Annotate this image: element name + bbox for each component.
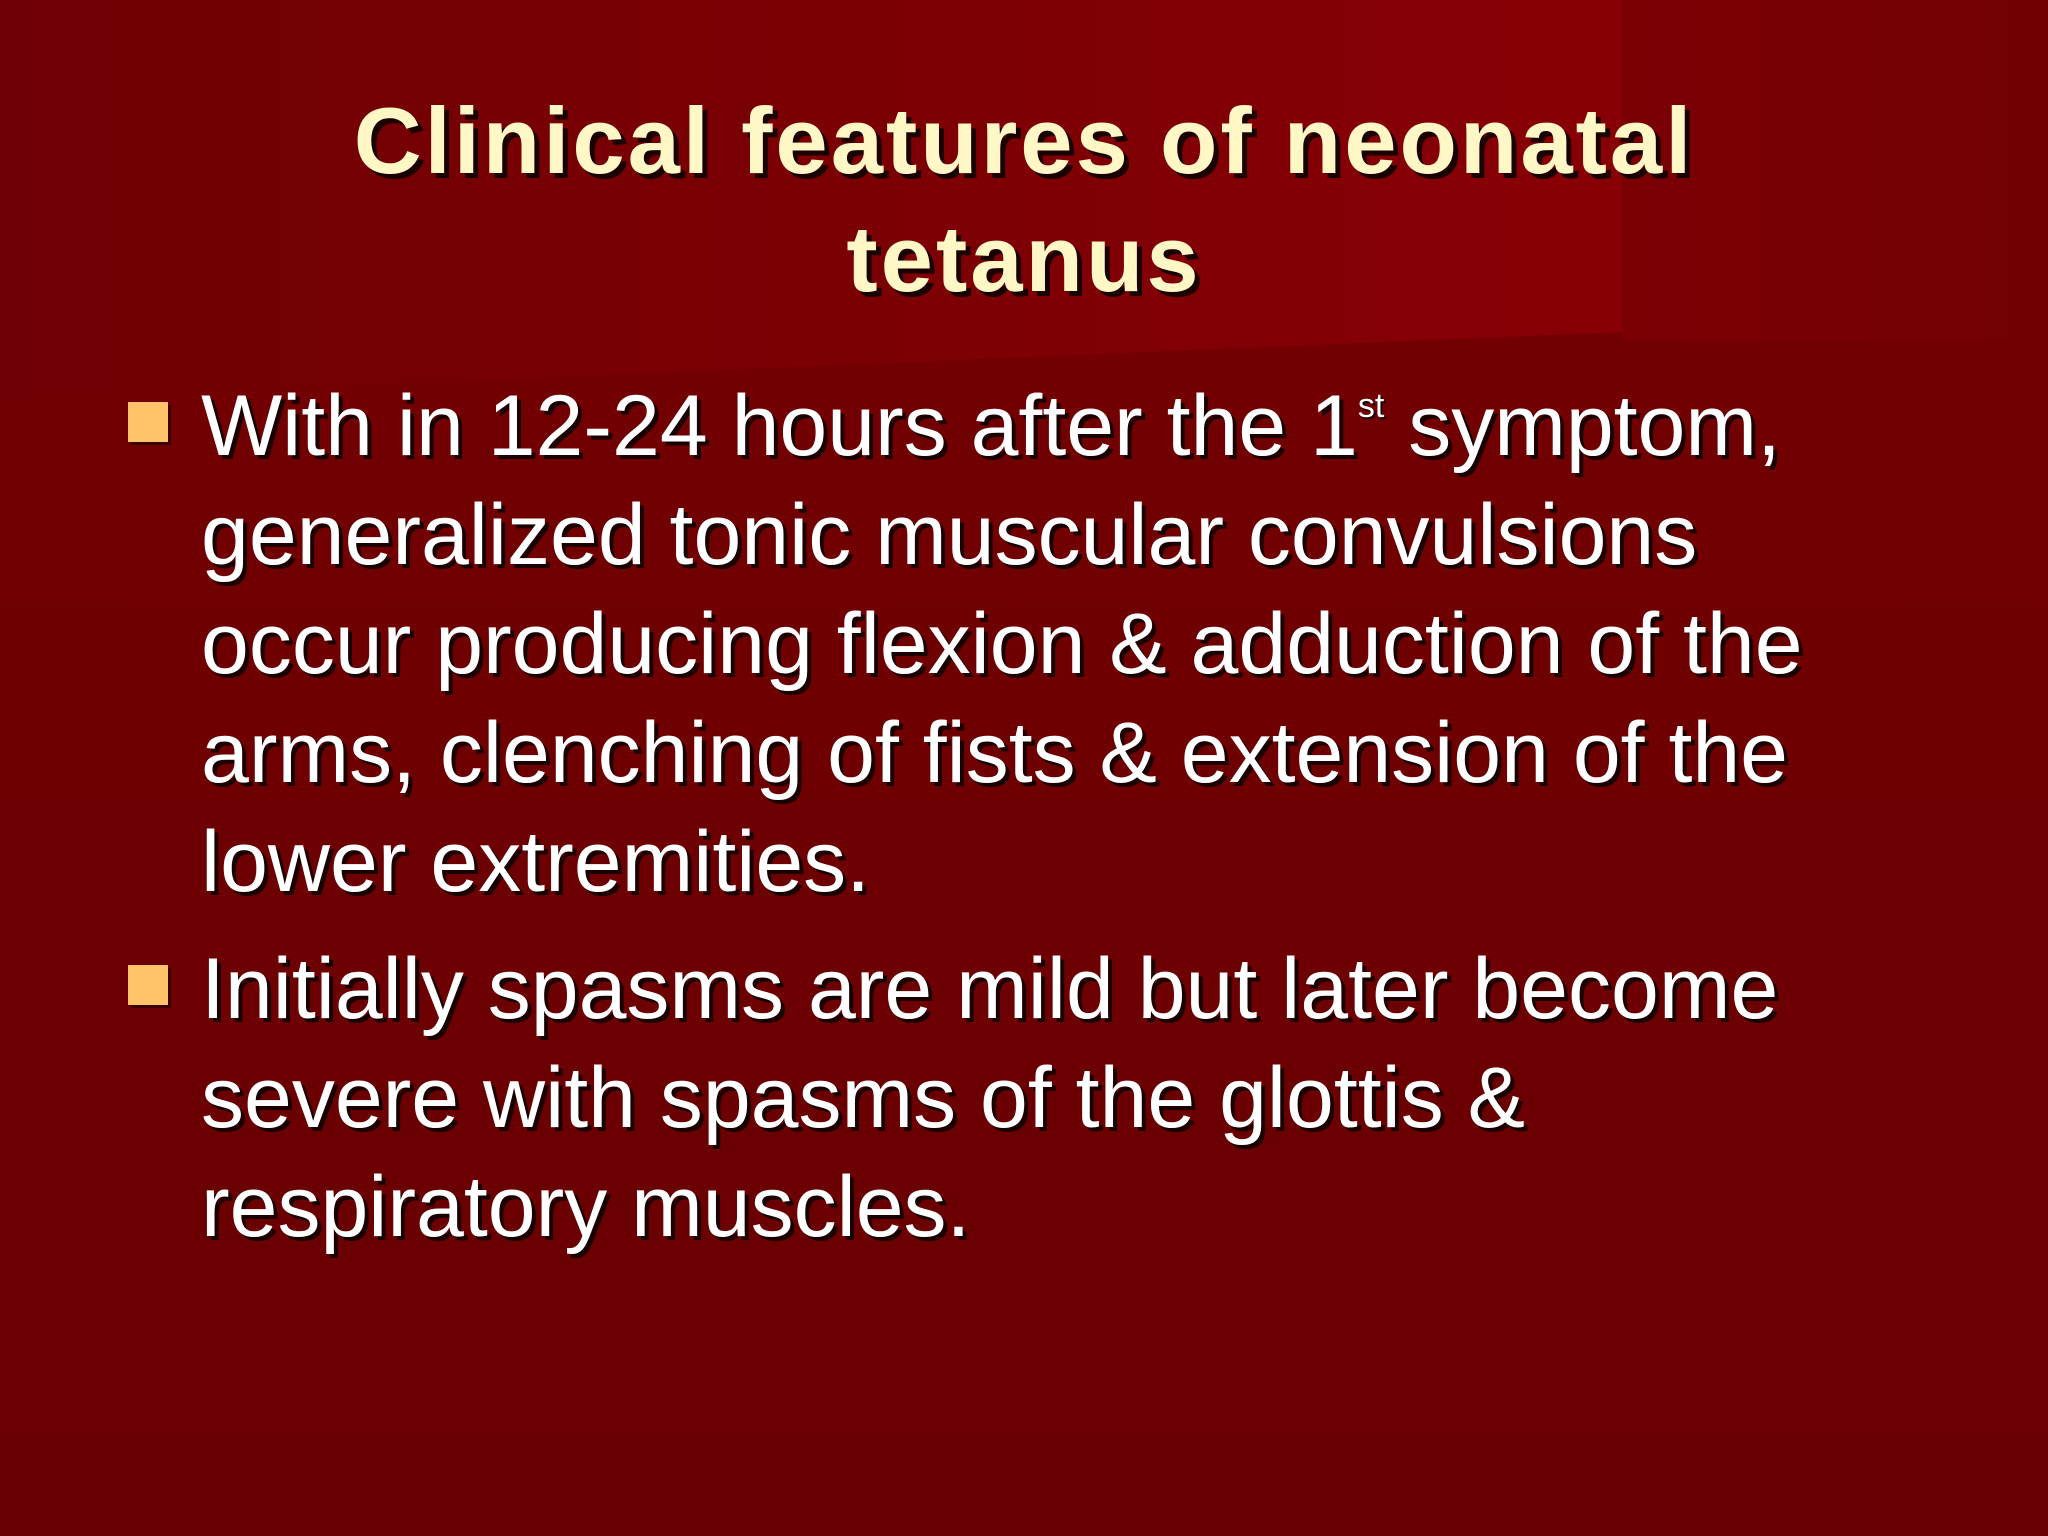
slide-title-line-2: tetanus	[846, 206, 1202, 311]
bullet-1-line-3: occur producing flexion & adduction of the	[201, 596, 1803, 692]
bullet-1-line-2: generalized tonic muscular convulsions	[201, 487, 1698, 583]
bullet-1-line-1	[201, 372, 1928, 481]
slide-title	[200, 82, 1848, 318]
bullet-2-line-3: respiratory muscles.	[201, 1159, 971, 1255]
ordinal-superscript: st	[1357, 387, 1385, 425]
bullet-2-line-1: Initially spasms are mild but later become	[201, 941, 1779, 1037]
bullet-1-line-5: lower extremities.	[201, 814, 871, 910]
bullet-item-2	[128, 935, 1928, 1262]
square-bullet-icon	[128, 965, 168, 1005]
bullet-1-line-1-tail: symptom,	[1384, 378, 1781, 474]
square-bullet-icon	[128, 402, 168, 442]
bullet-1-line-4: arms, clenching of fists & extension of the	[201, 705, 1789, 801]
bullet-1-line-1-text: With in 12-24 hours after the 1	[201, 378, 1358, 474]
bullet-item-1	[128, 372, 1928, 917]
bullet-2-line-2: severe with spasms of the glottis &	[201, 1050, 1526, 1146]
slide-title-line-1: Clinical features of neonatal	[353, 88, 1695, 193]
bullet-list	[128, 372, 1928, 1280]
